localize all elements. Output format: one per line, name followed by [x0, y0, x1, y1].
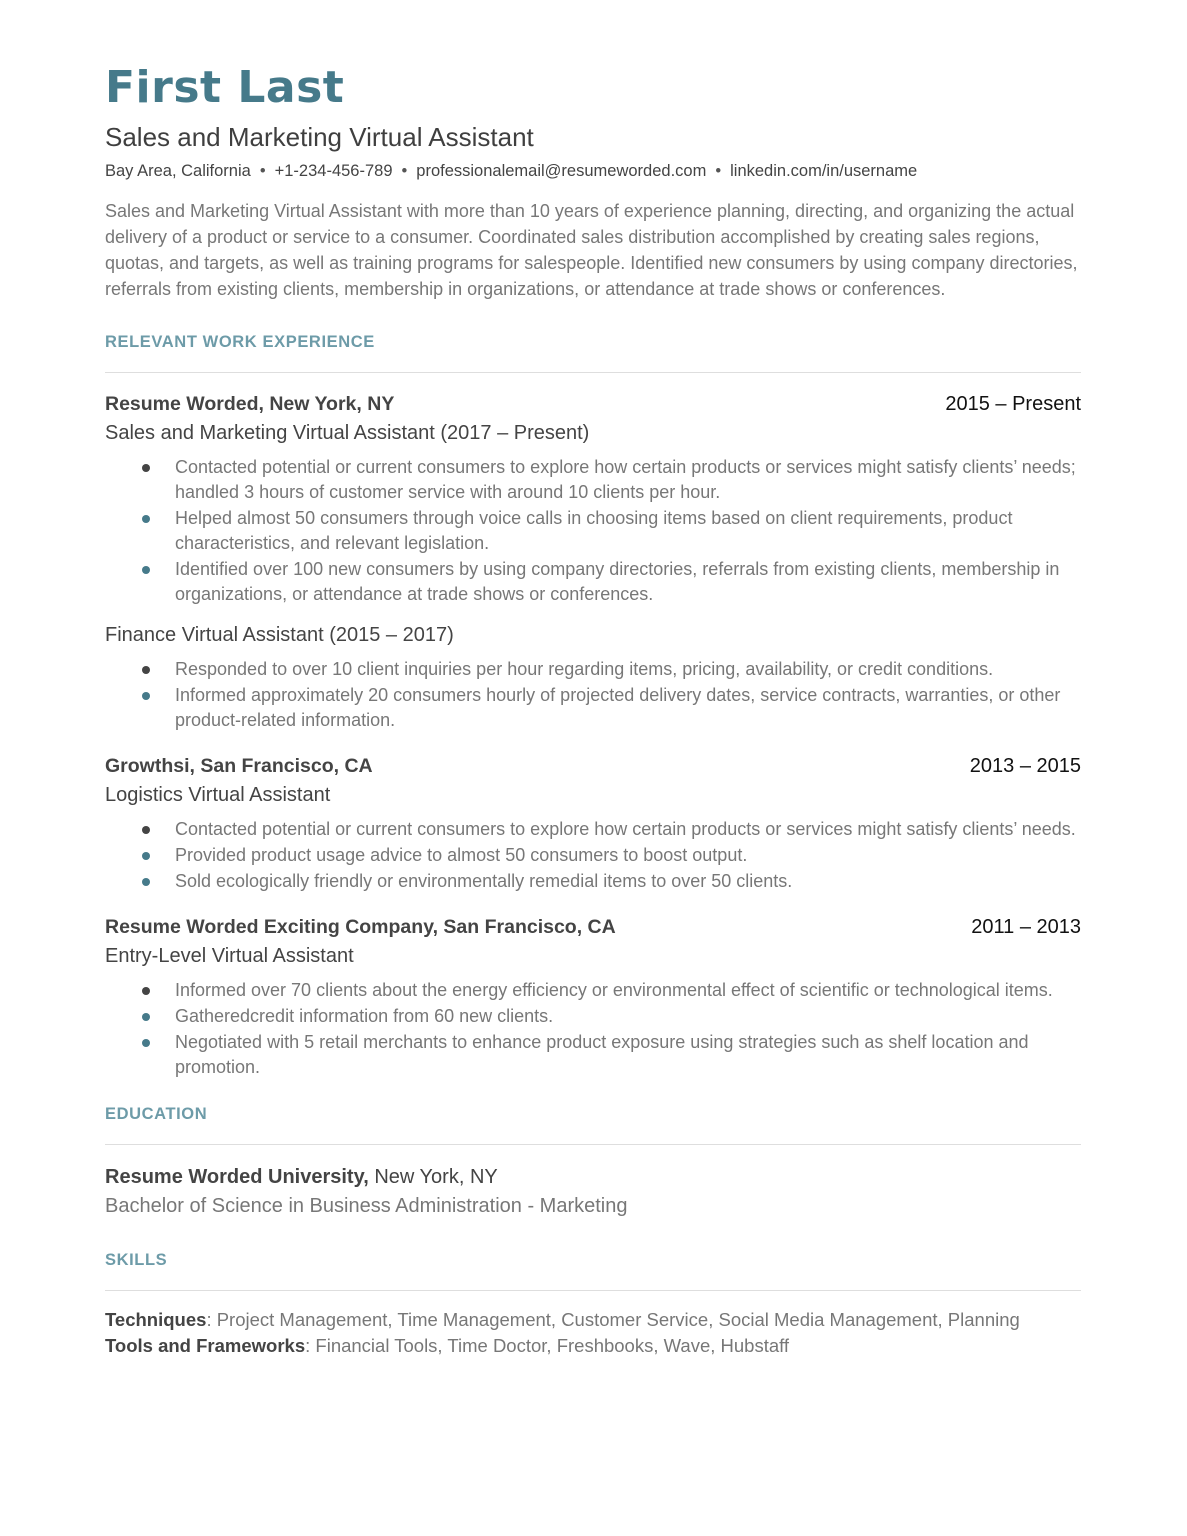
- skills-techniques: [105, 1307, 1081, 1333]
- bullet-item: Provided product usage advice to almost 50 consumers to boost output.: [105, 843, 1081, 868]
- job-dates: 2011 – 2013: [971, 916, 1081, 938]
- job-header: [105, 753, 1081, 779]
- job-company: Growthsi, San Francisco, CA: [105, 755, 373, 777]
- bullet-list: [105, 978, 1081, 1080]
- section-heading-education: EDUCATION: [105, 1105, 208, 1123]
- job-company: Resume Worded Exciting Company, San Francisco, CA: [105, 916, 616, 938]
- resume-content: [105, 60, 1081, 1359]
- education-location: New York, NY: [368, 1166, 498, 1188]
- skills-tools-label: Tools and Frameworks: [105, 1335, 306, 1356]
- job-entry: [105, 914, 1081, 1080]
- section-heading-experience: RELEVANT WORK EXPERIENCE: [105, 333, 375, 351]
- job-entry: [105, 391, 1081, 733]
- bullet-list: [105, 657, 1081, 733]
- section-divider: [105, 1144, 1081, 1145]
- bullet-icon: [142, 692, 150, 700]
- job-company: Resume Worded, New York, NY: [105, 393, 395, 415]
- job-entry: [105, 753, 1081, 894]
- contact-separator: •: [259, 162, 266, 180]
- job-dates: 2013 – 2015: [969, 755, 1081, 777]
- contact-location: Bay Area, California: [105, 162, 251, 180]
- bullet-item: Informed approximately 20 consumers hourly of projected delivery dates, service contracts, warranties, or other product-related information.: [105, 683, 1081, 733]
- bullet-icon: [142, 464, 150, 472]
- bullet-icon: [142, 987, 150, 995]
- bullet-icon: [142, 852, 150, 860]
- candidate-name: First Last: [105, 62, 345, 113]
- contact-phone: +1-234-456-789: [274, 162, 393, 180]
- education-degree: Bachelor of Science in Business Administration - Marketing: [105, 1195, 628, 1217]
- job-role: Logistics Virtual Assistant: [105, 784, 331, 806]
- skills-techniques-label: Techniques: [105, 1309, 207, 1330]
- bullet-item: Informed over 70 clients about the energy efficiency or environmental effect of scientific or technological items.: [105, 978, 1081, 1003]
- contact-email[interactable]: professionalemail@resumeworded.com: [416, 162, 707, 180]
- section-divider: [105, 372, 1081, 373]
- education-school-line: [105, 1163, 1081, 1191]
- bullet-item: Contacted potential or current consumers to explore how certain products or services might satisfy clients’ needs; handled 3 hours of customer service with around 10 clients per hour.: [105, 455, 1081, 505]
- bullet-list: [105, 455, 1081, 607]
- job-role: Finance Virtual Assistant (2015 – 2017): [105, 624, 454, 646]
- bullet-item: Helped almost 50 consumers through voice calls in choosing items based on client requirements, product characteristics, and relevant legislation.: [105, 506, 1081, 556]
- contact-separator: •: [401, 162, 408, 180]
- candidate-title: Sales and Marketing Virtual Assistant: [105, 122, 534, 152]
- bullet-item: Sold ecologically friendly or environmentally remedial items to over 50 clients.: [105, 869, 1081, 894]
- skills-techniques-list: : Project Management, Time Management, Customer Service, Social Media Management, Planning: [206, 1309, 1020, 1330]
- bullet-icon: [142, 1039, 150, 1047]
- bullet-icon: [142, 666, 150, 674]
- job-dates: 2015 – Present: [945, 393, 1081, 415]
- job-role: Sales and Marketing Virtual Assistant (2017 – Present): [105, 422, 590, 444]
- bullet-item: Responded to over 10 client inquiries per hour regarding items, pricing, availability, or credit conditions.: [105, 657, 1081, 682]
- bullet-item: Contacted potential or current consumers to explore how certain products or services might satisfy clients’ needs.: [105, 817, 1081, 842]
- bullet-item: Identified over 100 new consumers by using company directories, referrals from existing clients, membership in organizations, or attendance at trade shows or conferences.: [105, 557, 1081, 607]
- job-header: [105, 391, 1081, 417]
- job-header: [105, 914, 1081, 940]
- job-role: Entry-Level Virtual Assistant: [105, 945, 354, 967]
- bullet-item: Gatheredcredit information from 60 new clients.: [105, 1004, 1081, 1029]
- summary-paragraph: Sales and Marketing Virtual Assistant with more than 10 years of experience planning, directing, and organizing the actual delivery of a product or service to a consumer. Coordinated sales distribution accomplished by creating sales regions, quotas, and targets, as well as training programs for salespeople. Identified new consumers by using company directories, referrals from existing clients, membership in organizations, or attendance at trade shows or conferences.: [105, 201, 1078, 299]
- bullet-icon: [142, 826, 150, 834]
- section-divider: [105, 1290, 1081, 1291]
- education-school: Resume Worded University,: [105, 1166, 369, 1188]
- skills-tools: [105, 1333, 1081, 1359]
- contact-separator: •: [715, 162, 722, 180]
- bullet-list: [105, 817, 1081, 894]
- bullet-item: Negotiated with 5 retail merchants to enhance product exposure using strategies such as shelf location and promotion.: [105, 1030, 1081, 1080]
- skills-tools-list: : Financial Tools, Time Doctor, Freshbooks, Wave, Hubstaff: [305, 1335, 790, 1356]
- bullet-icon: [142, 1013, 150, 1021]
- bullet-icon: [142, 566, 150, 574]
- bullet-icon: [142, 878, 150, 886]
- section-heading-skills: SKILLS: [105, 1251, 168, 1269]
- contact-line: [105, 159, 1081, 183]
- contact-linkedin[interactable]: linkedin.com/in/username: [730, 162, 918, 180]
- bullet-icon: [142, 515, 150, 523]
